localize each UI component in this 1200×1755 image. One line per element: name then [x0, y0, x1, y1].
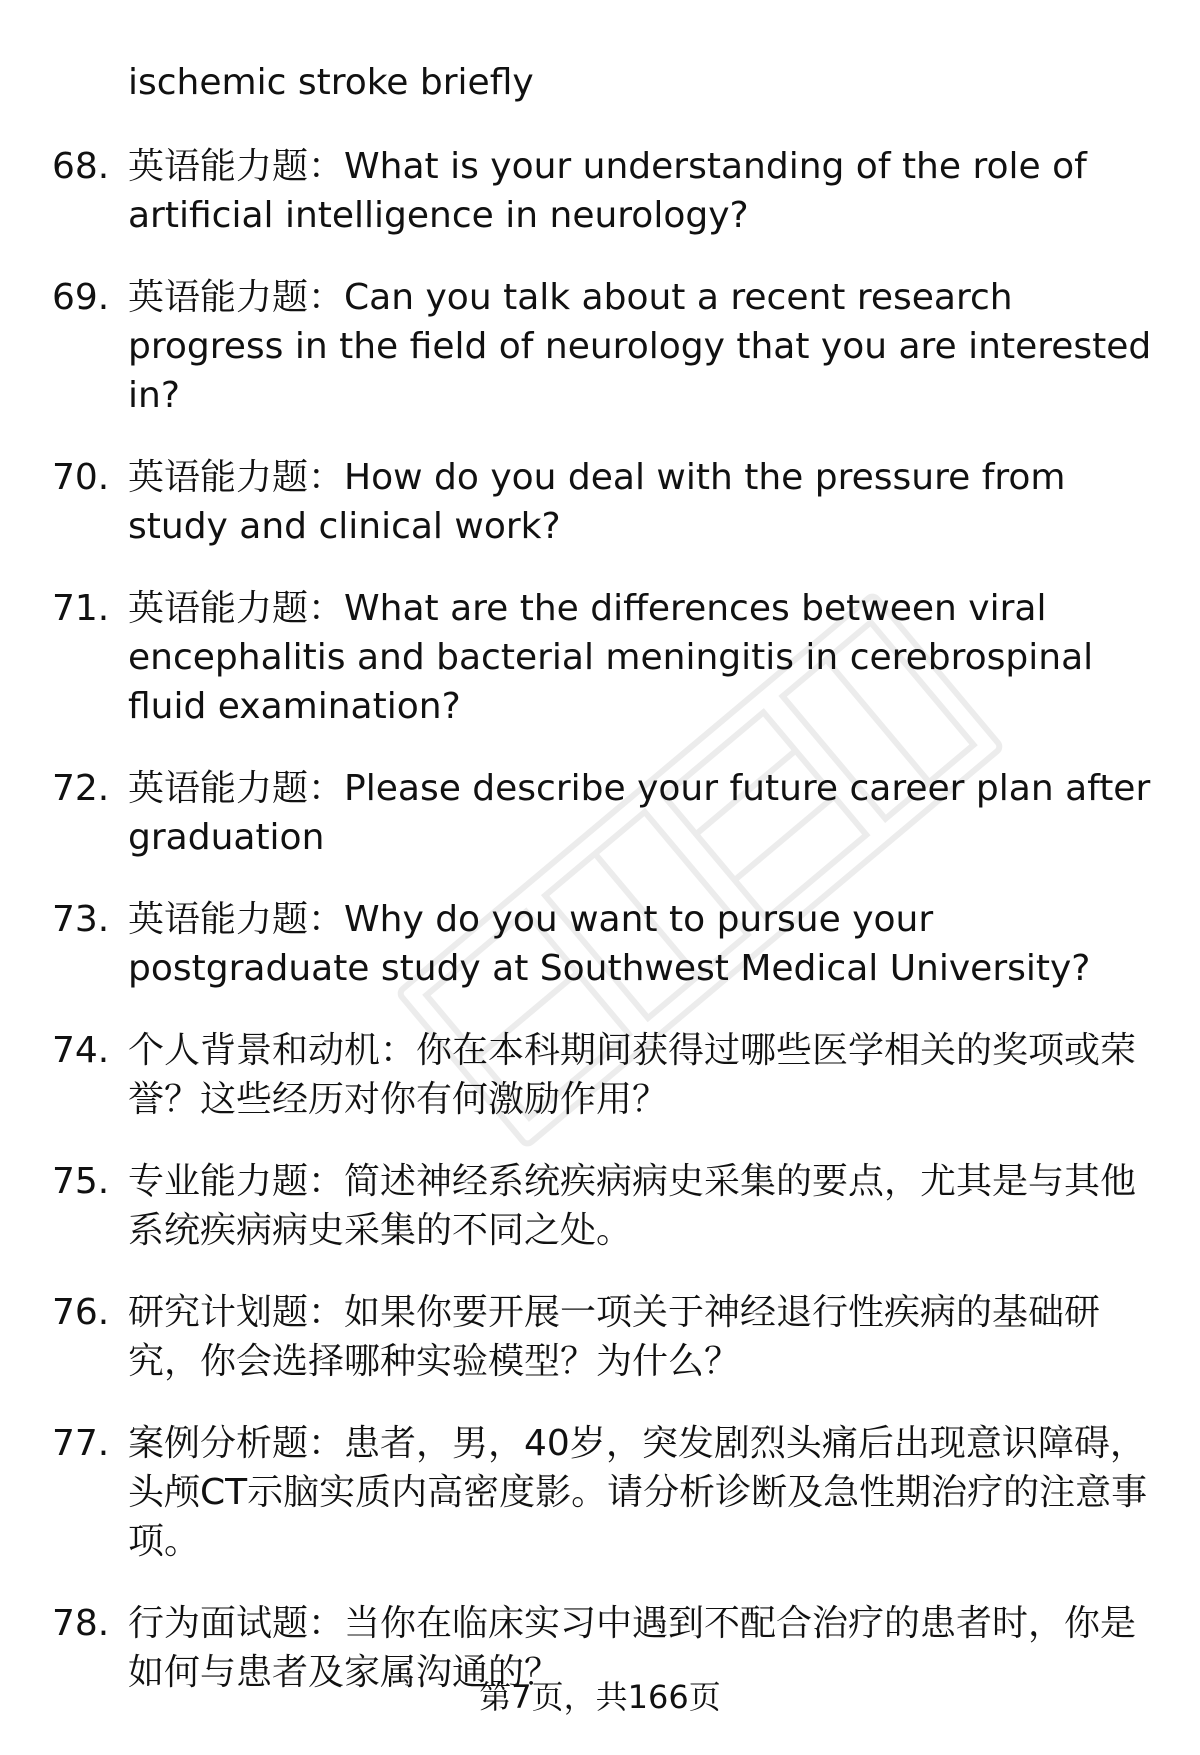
question-category: 行为面试题 — [128, 1603, 309, 1644]
category-separator: ： — [308, 768, 345, 809]
question-item — [0, 764, 1200, 862]
question-number: 78. — [52, 1603, 110, 1644]
category-separator: ： — [308, 457, 345, 498]
question-number: 75. — [52, 1161, 110, 1202]
question-category: 专业能力题 — [128, 1161, 309, 1202]
question-number: 70. — [52, 457, 110, 498]
question-item — [0, 1419, 1200, 1566]
question-text: Can you talk about a recent research progress in the field of neurology that you are interested in? — [128, 277, 1152, 416]
question-number: 69. — [52, 277, 110, 318]
question-number: 68. — [52, 146, 110, 187]
question-item — [0, 895, 1200, 993]
question-body — [128, 764, 1168, 862]
question-body — [128, 895, 1168, 993]
question-body — [128, 142, 1168, 240]
question-text: 如果你要开展一项关于神经退行性疾病的基础研究，你会选择哪种实验模型？为什么？ — [128, 1292, 1101, 1382]
question-body — [128, 1288, 1168, 1386]
category-separator: ： — [308, 146, 345, 187]
question-category: 研究计划题 — [128, 1292, 309, 1333]
carry-over-line: ischemic stroke briefly — [128, 62, 534, 103]
question-text: 患者，男，40岁，突发剧烈头痛后出现意识障碍，头颅CT示脑实质内高密度影。请分析诊断及急性期治疗的注意事项。 — [128, 1423, 1148, 1562]
question-text: 简述神经系统疾病病史采集的要点，尤其是与其他系统疾病病史采集的不同之处。 — [128, 1161, 1137, 1251]
question-item — [0, 142, 1200, 240]
category-separator: ： — [308, 899, 345, 940]
question-category: 英语能力题 — [128, 899, 309, 940]
question-text: Please describe your future career plan after graduation — [128, 768, 1151, 858]
question-body — [128, 1026, 1168, 1124]
question-category: 个人背景和动机 — [128, 1030, 381, 1071]
question-body — [128, 584, 1168, 731]
question-number: 76. — [52, 1292, 110, 1333]
page-footer: 第7页，共166页 — [479, 1678, 721, 1716]
question-text: 你在本科期间获得过哪些医学相关的奖项或荣誉？这些经历对你有何激励作用？ — [128, 1030, 1137, 1120]
question-body — [128, 1419, 1168, 1566]
category-separator: ： — [308, 1161, 345, 1202]
question-number: 77. — [52, 1423, 110, 1464]
question-item — [0, 1288, 1200, 1386]
question-number: 71. — [52, 588, 110, 629]
question-item — [0, 584, 1200, 731]
question-number: 73. — [52, 899, 110, 940]
category-separator: ： — [308, 588, 345, 629]
question-text: What is your understanding of the role of artificial intelligence in neurology? — [128, 146, 1087, 236]
question-item — [0, 1157, 1200, 1255]
question-category: 英语能力题 — [128, 457, 309, 498]
category-separator: ： — [308, 1423, 345, 1464]
question-text: 当你在临床实习中遇到不配合治疗的患者时，你是如何与患者及家属沟通的？ — [128, 1603, 1137, 1693]
category-separator: ： — [380, 1030, 417, 1071]
question-category: 案例分析题 — [128, 1423, 309, 1464]
question-body — [128, 453, 1168, 551]
question-text: What are the differences between viral encephalitis and bacterial meningitis in cerebrospinal fluid examination? — [128, 588, 1094, 727]
question-item — [0, 1026, 1200, 1124]
category-separator: ： — [308, 277, 345, 318]
question-category: 英语能力题 — [128, 768, 309, 809]
question-category: 英语能力题 — [128, 146, 309, 187]
question-item — [0, 273, 1200, 420]
question-item — [0, 453, 1200, 551]
question-body — [128, 273, 1168, 420]
question-category: 英语能力题 — [128, 588, 309, 629]
question-text: How do you deal with the pressure from study and clinical work? — [128, 457, 1066, 547]
question-text: Why do you want to pursue your postgraduate study at Southwest Medical University? — [128, 899, 1091, 989]
question-list — [0, 142, 1200, 1730]
category-separator: ： — [308, 1292, 345, 1333]
category-separator: ： — [308, 1603, 345, 1644]
question-number: 74. — [52, 1030, 110, 1071]
question-category: 英语能力题 — [128, 277, 309, 318]
question-body — [128, 1157, 1168, 1255]
question-number: 72. — [52, 768, 110, 809]
